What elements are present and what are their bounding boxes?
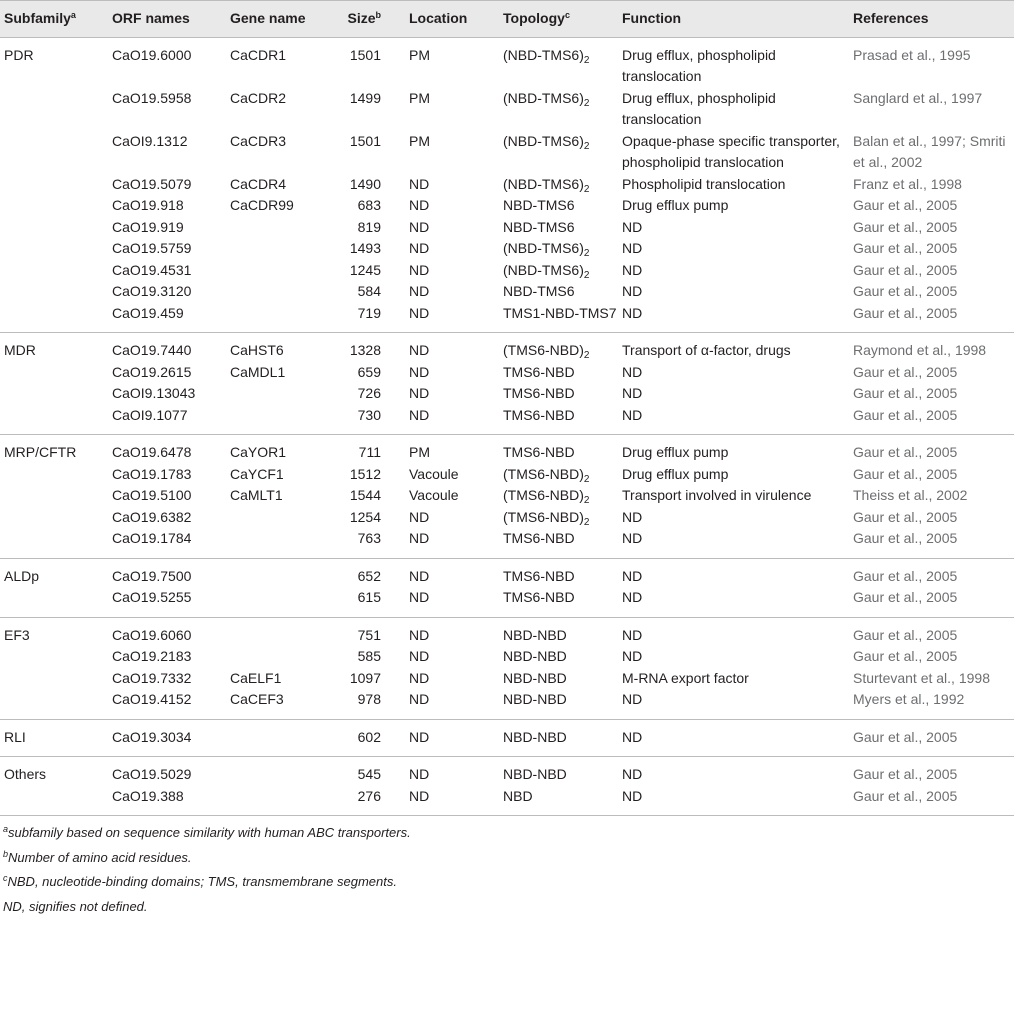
cell-subfamily xyxy=(0,260,112,282)
cell-orf-name: CaO19.6478 xyxy=(112,444,192,460)
cell-subfamily xyxy=(0,362,112,384)
cell-orf-name: CaO19.459 xyxy=(112,304,184,321)
cell-location: ND xyxy=(409,648,430,664)
cell-gene-name: CaCDR2 xyxy=(230,89,287,106)
cell-function: ND xyxy=(622,283,643,299)
cell-location: ND xyxy=(409,508,430,525)
cell-size: 1254 xyxy=(349,508,381,525)
cell-gene-name xyxy=(230,383,335,405)
cell-function: Opaque-phase specific transporter, phospholipid translocation xyxy=(622,132,840,170)
cell-function: ND xyxy=(622,530,643,546)
cell-reference: Prasad et al., 1995 xyxy=(853,46,971,63)
cell-reference: Raymond et al., 1998 xyxy=(853,342,987,358)
cell-gene-name: CaMDL1 xyxy=(230,363,286,380)
table-row xyxy=(0,689,1014,719)
cell-reference: Myers et al., 1992 xyxy=(853,691,965,707)
cell-reference: Theiss et al., 2002 xyxy=(853,487,968,503)
cell-size: 1245 xyxy=(349,261,381,278)
cell-reference: Sturtevant et al., 1998 xyxy=(853,669,990,686)
cell-gene-name xyxy=(230,405,335,435)
cell-reference: Gaur et al., 2005 xyxy=(853,406,958,423)
cell-subfamily xyxy=(0,507,112,529)
cell-reference: Gaur et al., 2005 xyxy=(853,508,958,525)
cell-topology: $(NBD-TMS6)_2$ xyxy=(503,175,590,195)
cell-gene-name xyxy=(230,507,335,529)
cell-reference: Gaur et al., 2005 xyxy=(853,197,958,213)
cell-subfamily xyxy=(0,195,112,217)
cell-subfamily xyxy=(0,786,112,816)
subfamily-group xyxy=(0,617,1014,719)
cell-subfamily xyxy=(0,174,112,196)
cell-orf-name: CaO19.5079 xyxy=(112,175,192,192)
cell-reference: Balan et al., 1997; Smriti et al., 2002 xyxy=(853,132,1006,170)
table-row xyxy=(0,362,1014,384)
cell-orf-name: CaOI9.13043 xyxy=(112,385,196,401)
cell-gene-name xyxy=(230,646,335,668)
cell-gene-name xyxy=(230,303,335,333)
cell-function: Transport involved in virulence xyxy=(622,487,812,503)
subfamily-group xyxy=(0,435,1014,559)
cell-topology: $(TMS6-NBD)_2$ xyxy=(503,465,590,485)
cell-location: ND xyxy=(409,406,430,423)
table-row xyxy=(0,646,1014,668)
cell-orf-name: CaO19.5100 xyxy=(112,487,192,503)
cell-reference: Franz et al., 1998 xyxy=(853,175,962,192)
cell-size: 659 xyxy=(357,363,381,380)
table-row xyxy=(0,528,1014,558)
cell-orf-name: CaO19.6000 xyxy=(112,46,192,63)
cell-function: Drug efflux, phospholipid translocation xyxy=(622,46,776,84)
cell-gene-name: CaELF1 xyxy=(230,669,282,686)
table-row xyxy=(0,333,1014,362)
cell-location: ND xyxy=(409,197,430,213)
cell-function: ND xyxy=(622,626,643,643)
cell-topology: NBD xyxy=(503,787,533,804)
cell-subfamily: MRP/CFTR xyxy=(4,444,77,460)
cell-gene-name: CaHST6 xyxy=(230,342,284,358)
cell-size: 1544 xyxy=(349,487,381,503)
cell-size: 1490 xyxy=(349,175,381,192)
cell-topology: NBD-NBD xyxy=(503,626,567,643)
cell-orf-name: CaO19.2615 xyxy=(112,363,192,380)
cell-orf-name: CaO19.5759 xyxy=(112,240,192,256)
cell-size: 1512 xyxy=(349,465,381,482)
header-location: Location xyxy=(409,1,503,38)
cell-topology: $(NBD-TMS6)_2$ xyxy=(503,261,590,281)
cell-size: 276 xyxy=(357,787,381,804)
cell-function: ND xyxy=(622,589,643,605)
cell-subfamily xyxy=(0,485,112,507)
cell-orf-name: CaO19.5255 xyxy=(112,589,192,605)
cell-location: ND xyxy=(409,766,430,782)
cell-reference: Gaur et al., 2005 xyxy=(853,304,958,321)
footnote: $^a$subfamily based on sequence similarity with human ABC transporters. xyxy=(3,824,411,840)
cell-topology: NBD-NBD xyxy=(503,728,567,745)
cell-size: 819 xyxy=(357,218,381,235)
cell-location: PM xyxy=(409,444,430,460)
cell-topology: TMS6-NBD xyxy=(503,363,575,380)
cell-location: ND xyxy=(409,626,430,643)
cell-subfamily xyxy=(0,217,112,239)
table-row xyxy=(0,464,1014,486)
cell-size: 978 xyxy=(357,691,381,707)
table-row xyxy=(0,37,1014,88)
table-row xyxy=(0,617,1014,646)
cell-subfamily: Others xyxy=(4,766,47,782)
cell-function: Drug efflux, phospholipid translocation xyxy=(622,89,776,127)
cell-topology: TMS6-NBD xyxy=(503,567,575,584)
cell-size: 1501 xyxy=(349,46,381,63)
table-row xyxy=(0,217,1014,239)
cell-function: ND xyxy=(622,406,643,423)
table-row xyxy=(0,281,1014,303)
cell-orf-name: CaO19.4531 xyxy=(112,261,192,278)
cell-reference: Gaur et al., 2005 xyxy=(853,218,958,235)
cell-gene-name xyxy=(230,238,335,260)
table-footnotes xyxy=(0,821,1014,919)
cell-reference: Gaur et al., 2005 xyxy=(853,283,958,299)
cell-subfamily xyxy=(0,281,112,303)
cell-orf-name: CaO19.7332 xyxy=(112,669,192,686)
cell-topology: TMS6-NBD xyxy=(503,385,575,401)
table-row xyxy=(0,757,1014,786)
cell-location: ND xyxy=(409,691,430,707)
cell-reference: Gaur et al., 2005 xyxy=(853,787,958,804)
cell-subfamily xyxy=(0,383,112,405)
table-row xyxy=(0,405,1014,435)
cell-location: ND xyxy=(409,385,430,401)
cell-reference: Gaur et al., 2005 xyxy=(853,766,958,782)
cell-orf-name: CaO19.7440 xyxy=(112,342,192,358)
footnote: ND, signifies not defined. xyxy=(3,898,148,914)
cell-orf-name: CaO19.6382 xyxy=(112,508,192,525)
cell-size: 726 xyxy=(357,385,381,401)
cell-function: Drug efflux pump xyxy=(622,444,729,460)
table-row xyxy=(0,174,1014,196)
cell-gene-name xyxy=(230,281,335,303)
cell-gene-name: CaCDR99 xyxy=(230,197,294,213)
cell-topology: NBD-TMS6 xyxy=(503,218,575,235)
cell-subfamily: EF3 xyxy=(4,626,30,643)
cell-function: ND xyxy=(622,648,643,664)
cell-orf-name: CaO19.919 xyxy=(112,218,184,235)
cell-topology: $(TMS6-NBD)_2$ xyxy=(503,487,590,506)
table-row xyxy=(0,719,1014,757)
cell-topology: $(TMS6-NBD)_2$ xyxy=(503,342,590,361)
table-row xyxy=(0,260,1014,282)
cell-location: PM xyxy=(409,132,430,149)
cell-location: PM xyxy=(409,89,430,106)
cell-orf-name: CaO19.5029 xyxy=(112,766,192,782)
cell-location: ND xyxy=(409,787,430,804)
cell-function: ND xyxy=(622,363,643,380)
cell-function: ND xyxy=(622,261,643,278)
cell-subfamily xyxy=(0,464,112,486)
cell-subfamily: ALDp xyxy=(4,567,40,584)
header-function: Function xyxy=(622,1,853,38)
table-row xyxy=(0,303,1014,333)
cell-gene-name xyxy=(230,786,335,816)
cell-subfamily xyxy=(0,303,112,333)
table-row xyxy=(0,668,1014,690)
cell-gene-name: CaCDR3 xyxy=(230,132,287,149)
cell-gene-name: CaCEF3 xyxy=(230,691,284,707)
cell-topology: TMS6-NBD xyxy=(503,589,575,605)
cell-size: 730 xyxy=(357,406,381,423)
cell-gene-name xyxy=(230,617,335,646)
cell-location: ND xyxy=(409,669,430,686)
cell-orf-name: CaO19.5958 xyxy=(112,89,192,106)
cell-topology: TMS6-NBD xyxy=(503,444,575,460)
cell-gene-name xyxy=(230,719,335,757)
cell-location: ND xyxy=(409,304,430,321)
cell-topology: NBD-TMS6 xyxy=(503,197,575,213)
cell-topology: TMS1-NBD-TMS7 xyxy=(503,304,617,321)
table-row xyxy=(0,435,1014,464)
cell-location: ND xyxy=(409,363,430,380)
cell-size: 1097 xyxy=(349,669,381,686)
table-row xyxy=(0,558,1014,587)
cell-subfamily: PDR xyxy=(4,46,34,63)
cell-reference: Sanglard et al., 1997 xyxy=(853,89,983,106)
cell-function: ND xyxy=(622,304,643,321)
cell-reference: Gaur et al., 2005 xyxy=(853,530,958,546)
table-row xyxy=(0,507,1014,529)
subfamily-group xyxy=(0,37,1014,333)
cell-size: 1499 xyxy=(349,89,381,106)
cell-function: ND xyxy=(622,567,643,584)
subfamily-group xyxy=(0,757,1014,816)
cell-reference: Gaur et al., 2005 xyxy=(853,648,958,664)
cell-orf-name: CaOI9.1077 xyxy=(112,406,188,423)
cell-reference: Gaur et al., 2005 xyxy=(853,363,958,380)
cell-orf-name: CaO19.1783 xyxy=(112,465,192,482)
table-row xyxy=(0,786,1014,816)
cell-reference: Gaur et al., 2005 xyxy=(853,728,958,745)
cell-location: PM xyxy=(409,46,430,63)
cell-orf-name: CaO19.918 xyxy=(112,197,184,213)
cell-function: ND xyxy=(622,787,643,804)
cell-orf-name: CaO19.3034 xyxy=(112,728,192,745)
cell-function: ND xyxy=(622,385,643,401)
subfamily-group xyxy=(0,719,1014,757)
cell-orf-name: CaO19.4152 xyxy=(112,691,192,707)
cell-function: Phospholipid translocation xyxy=(622,175,786,192)
cell-size: 1501 xyxy=(349,132,381,149)
cell-gene-name xyxy=(230,587,335,617)
cell-gene-name: CaYOR1 xyxy=(230,444,287,460)
cell-subfamily xyxy=(0,528,112,558)
cell-reference: Gaur et al., 2005 xyxy=(853,240,958,256)
cell-reference: Gaur et al., 2005 xyxy=(853,261,958,278)
cell-topology: $(NBD-TMS6)_2$ xyxy=(503,89,590,109)
cell-location: ND xyxy=(409,283,430,299)
cell-subfamily xyxy=(0,587,112,617)
footnote: $^b$Number of amino acid residues. xyxy=(3,848,192,865)
cell-orf-name: CaO19.6060 xyxy=(112,626,192,643)
cell-reference: Gaur et al., 2005 xyxy=(853,385,958,401)
cell-reference: Gaur et al., 2005 xyxy=(853,589,958,605)
cell-function: ND xyxy=(622,508,643,525)
cell-function: Drug efflux pump xyxy=(622,465,729,482)
cell-reference: Gaur et al., 2005 xyxy=(853,567,958,584)
cell-topology: NBD-NBD xyxy=(503,691,567,707)
cell-gene-name xyxy=(230,757,335,786)
cell-topology: $(NBD-TMS6)_2$ xyxy=(503,132,590,152)
header-size: Size$^b$ xyxy=(335,1,409,38)
cell-location: ND xyxy=(409,175,430,192)
header-gene-name: Gene name xyxy=(230,1,335,38)
cell-reference: Gaur et al., 2005 xyxy=(853,465,958,482)
header-subfamily: Subfamily$^a$ xyxy=(0,1,112,38)
cell-location: Vacoule xyxy=(409,487,459,503)
cell-topology: $(NBD-TMS6)_2$ xyxy=(503,46,590,66)
cell-gene-name: CaCDR1 xyxy=(230,46,287,63)
cell-topology: TMS6-NBD xyxy=(503,530,575,546)
cell-gene-name: CaMLT1 xyxy=(230,487,283,503)
cell-topology: TMS6-NBD xyxy=(503,406,575,423)
table-row xyxy=(0,88,1014,131)
footnote: $^c$NBD, nucleotide-binding domains; TMS, transmembrane segments. xyxy=(3,873,397,889)
cell-size: 1328 xyxy=(349,342,381,358)
cell-subfamily xyxy=(0,238,112,260)
cell-orf-name: CaO19.388 xyxy=(112,787,184,804)
cell-topology: NBD-NBD xyxy=(503,766,567,782)
header-topology: Topology$^c$ xyxy=(503,1,622,38)
table-row xyxy=(0,238,1014,260)
cell-size: 1493 xyxy=(349,240,381,256)
cell-size: 683 xyxy=(357,197,381,213)
cell-gene-name: CaYCF1 xyxy=(230,465,284,482)
cell-reference: Gaur et al., 2005 xyxy=(853,444,958,460)
cell-location: ND xyxy=(409,728,430,745)
cell-size: 545 xyxy=(357,766,381,782)
table-row xyxy=(0,195,1014,217)
cell-gene-name xyxy=(230,528,335,558)
cell-function: ND xyxy=(622,240,643,256)
cell-orf-name: CaO19.2183 xyxy=(112,648,192,664)
header-orf-names: ORF names xyxy=(112,1,230,38)
subfamily-group xyxy=(0,558,1014,617)
cell-function: Drug efflux pump xyxy=(622,197,729,213)
cell-subfamily xyxy=(0,405,112,435)
cell-location: ND xyxy=(409,530,430,546)
cell-size: 584 xyxy=(357,283,381,299)
cell-location: ND xyxy=(409,567,430,584)
cell-location: ND xyxy=(409,261,430,278)
cell-subfamily xyxy=(0,88,112,131)
cell-size: 719 xyxy=(357,304,381,321)
cell-function: ND xyxy=(622,766,643,782)
cell-location: ND xyxy=(409,342,430,358)
table-header xyxy=(0,1,1014,38)
cell-subfamily xyxy=(0,646,112,668)
cell-location: ND xyxy=(409,240,430,256)
cell-function: ND xyxy=(622,691,643,707)
cell-subfamily: MDR xyxy=(4,342,36,358)
cell-size: 615 xyxy=(357,589,381,605)
cell-orf-name: CaOI9.1312 xyxy=(112,132,188,149)
cell-gene-name: CaCDR4 xyxy=(230,175,287,192)
table-row xyxy=(0,383,1014,405)
cell-orf-name: CaO19.1784 xyxy=(112,530,192,546)
cell-subfamily xyxy=(0,689,112,719)
cell-location: ND xyxy=(409,218,430,235)
header-references: References xyxy=(853,1,1014,38)
cell-reference: Gaur et al., 2005 xyxy=(853,626,958,643)
cell-topology: NBD-NBD xyxy=(503,669,567,686)
cell-size: 602 xyxy=(357,728,381,745)
cell-orf-name: CaO19.7500 xyxy=(112,567,192,584)
cell-gene-name xyxy=(230,558,335,587)
cell-size: 711 xyxy=(358,444,381,460)
cell-subfamily xyxy=(0,131,112,174)
cell-function: ND xyxy=(622,218,643,235)
cell-function: ND xyxy=(622,728,643,745)
cell-size: 751 xyxy=(357,626,381,643)
table-row xyxy=(0,587,1014,617)
cell-size: 763 xyxy=(357,530,381,546)
cell-topology: NBD-TMS6 xyxy=(503,283,575,299)
cell-orf-name: CaO19.3120 xyxy=(112,283,192,299)
cell-topology: $(TMS6-NBD)_2$ xyxy=(503,508,590,528)
cell-subfamily xyxy=(0,668,112,690)
header-row xyxy=(0,1,1014,38)
cell-gene-name xyxy=(230,217,335,239)
cell-location: Vacoule xyxy=(409,465,459,482)
cell-topology: NBD-NBD xyxy=(503,648,567,664)
subfamily-group xyxy=(0,333,1014,435)
cell-topology: $(NBD-TMS6)_2$ xyxy=(503,240,590,259)
cell-size: 585 xyxy=(357,648,381,664)
cell-location: ND xyxy=(409,589,430,605)
table-row xyxy=(0,485,1014,507)
cell-function: M-RNA export factor xyxy=(622,669,749,686)
cell-gene-name xyxy=(230,260,335,282)
cell-function: Transport of α-factor, drugs xyxy=(622,342,791,358)
cell-size: 652 xyxy=(357,567,381,584)
table-row xyxy=(0,131,1014,174)
cell-subfamily: RLI xyxy=(4,728,26,745)
